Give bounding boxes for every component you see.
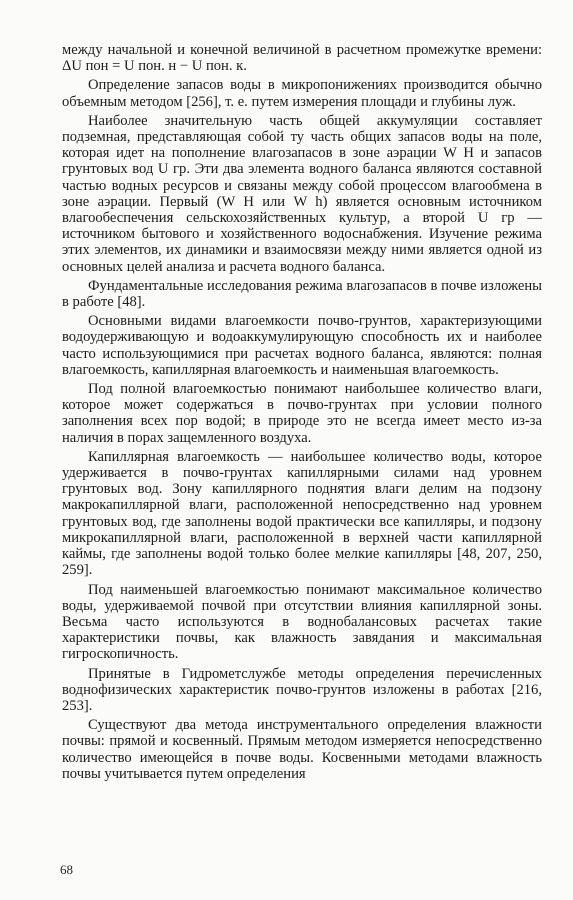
- page-number: 68: [60, 862, 73, 877]
- paragraph-2: Определение запасов воды в микропонижениях производится обычно объемным методом [256], т. е. путем измерения площади и глубины луж.: [62, 77, 542, 110]
- paragraph-1: между начальной и конечной величиной в расчетном промежутке времени: ΔU пон = U пон. н − U пон. к.: [62, 42, 542, 75]
- paragraph-5: Основными видами влагоемкости почво-грунтов, характеризующими водоудерживающую и водоаккумулирующую способность их и наиболее часто использующимися при расчетах водного баланса, являются: полная влагоемкость, капиллярная влагоемкость и наименьшая влагоемкость.: [62, 313, 542, 378]
- paragraph-3: Наиболее значительную часть общей аккумуляции составляет подземная, представляющая собой ту часть общих запасов воды на поле, которая идет на пополнение влагозапасов в зоне аэрации W H и запасов грунтовых вод U гр. Эти два элемента водного баланса являются составной частью водных ресурсов и связаны между собой процессом влагообмена в зоне аэрации. Первый (W H или W h) является основным источником влагообеспечения сельскохозяйственных культур, а второй U гр — источником бытового и хозяйственного водоснабжения. Изучение режима этих элементов, их динамики и взаимосвязи между ними является одной из основных целей анализа и расчета водного баланса.: [62, 112, 542, 275]
- body-text: [62, 42, 542, 785]
- paragraph-6: Под полной влагоемкостью понимают наибольшее количество влаги, которое может содержаться в почво-грунтах при условии полного заполнения всех пор водой; в природе это не всегда имеет место из-за наличия в порах защемленного воздуха.: [62, 381, 542, 446]
- paragraph-10: Существуют два метода инструментального определения влажности почвы: прямой и косвенный. Прямым методом измеряется непосредственно количество имеющейся в почве воды. Косвенными методами влажность почвы учитывается путем определения: [62, 717, 542, 782]
- paragraph-9: Принятые в Гидрометслужбе методы определения перечисленных воднофизических характеристик почво-грунтов изложены в работах [216, 253].: [62, 665, 542, 714]
- paragraph-4: Фундаментальные исследования режима влагозапасов в почве изложены в работе [48].: [62, 277, 542, 311]
- paragraph-7: Капиллярная влагоемкость — наибольшее количество воды, которое удерживается в почво-грунтах капиллярными силами над уровнем грунтовых вод. Зону капиллярного поднятия влаги делим на подзону макрокапиллярной влаги, расположенной непосредственно над уровнем грунтовых вод, где заполнены водой практически все капилляры, и подзону микрокапиллярной влаги, расположенной в верхней части капиллярной каймы, где заполнены водой только более мелкие капилляры [48, 207, 250, 259].: [62, 448, 542, 579]
- paragraph-8: Под наименьшей влагоемкостью понимают максимальное количество воды, удерживаемой почвой при отсутствии влияния капиллярной зоны. Весьма часто используются в воднобалансовых расчетах такие характеристики почвы, как влажность завядания и максимальная гигроскопичность.: [62, 581, 542, 663]
